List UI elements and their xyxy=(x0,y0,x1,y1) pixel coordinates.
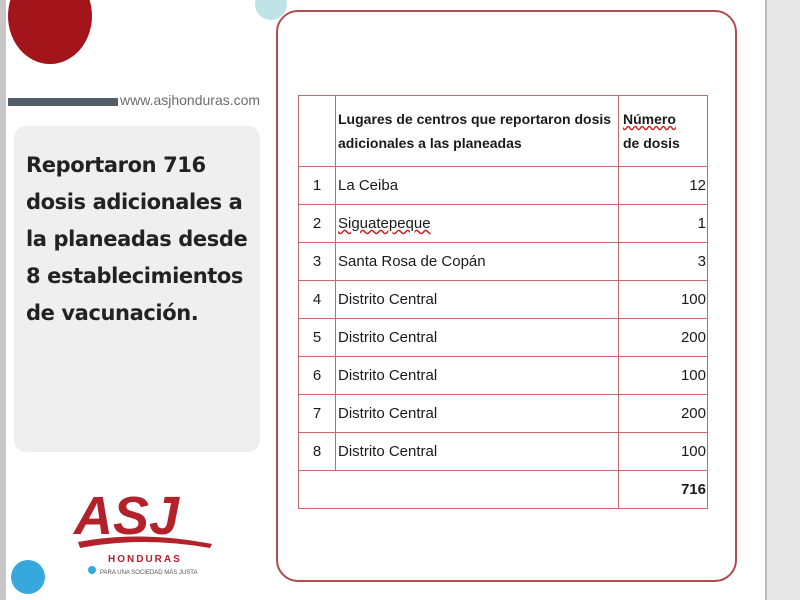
table-row xyxy=(299,205,708,243)
slide-left-edge xyxy=(0,0,6,600)
row-doses: 100 xyxy=(619,357,708,395)
total-label-cell xyxy=(299,471,619,509)
row-place: Santa Rosa de Copán xyxy=(336,243,619,281)
header-doses-line1: Número xyxy=(623,111,676,127)
row-place: Distrito Central xyxy=(336,281,619,319)
header-place: Lugares de centros que reportaron dosis adicionales a las planeadas xyxy=(336,96,619,167)
row-doses: 200 xyxy=(619,319,708,357)
table-total-row xyxy=(299,471,708,509)
row-doses: 100 xyxy=(619,281,708,319)
table-row xyxy=(299,319,708,357)
row-doses: 12 xyxy=(619,167,708,205)
asj-logo xyxy=(70,470,220,582)
row-place: La Ceiba xyxy=(336,167,619,205)
table-row xyxy=(299,433,708,471)
row-number: 6 xyxy=(299,357,336,395)
decorative-blue-circle xyxy=(11,560,45,594)
table-row xyxy=(299,167,708,205)
table-row xyxy=(299,357,708,395)
row-place xyxy=(336,205,619,243)
headline-text: Reportaron 716 dosis adicionales a la planeadas desde 8 establecimientos de vacunación. xyxy=(26,153,248,325)
logo-wordmark: ASJ xyxy=(74,486,180,546)
table-row xyxy=(299,281,708,319)
row-number: 7 xyxy=(299,395,336,433)
row-place: Distrito Central xyxy=(336,433,619,471)
right-gutter-edge xyxy=(765,0,767,600)
row-number: 8 xyxy=(299,433,336,471)
row-number: 3 xyxy=(299,243,336,281)
row-doses: 200 xyxy=(619,395,708,433)
doses-table xyxy=(298,95,708,509)
row-place-text: Siguatepeque xyxy=(338,215,431,232)
row-doses: 1 xyxy=(619,205,708,243)
row-place: Distrito Central xyxy=(336,319,619,357)
row-doses: 3 xyxy=(619,243,708,281)
header-doses-line2: de dosis xyxy=(623,135,680,151)
row-doses: 100 xyxy=(619,433,708,471)
header-number xyxy=(299,96,336,167)
table-row xyxy=(299,243,708,281)
row-number: 4 xyxy=(299,281,336,319)
logo-tagline: PARA UNA SOCIEDAD MÁS JUSTA xyxy=(100,570,198,576)
site-url: www.asjhonduras.com xyxy=(120,92,261,108)
header-doses xyxy=(619,96,708,167)
row-place: Distrito Central xyxy=(336,395,619,433)
decorative-red-circle xyxy=(8,0,92,64)
table-header-row xyxy=(299,96,708,167)
site-url-bar xyxy=(8,98,118,106)
logo-person-icon xyxy=(88,566,96,574)
table-row xyxy=(299,395,708,433)
total-doses: 716 xyxy=(619,471,708,509)
row-number: 1 xyxy=(299,167,336,205)
row-number: 5 xyxy=(299,319,336,357)
row-number: 2 xyxy=(299,205,336,243)
row-place: Distrito Central xyxy=(336,357,619,395)
right-gutter xyxy=(765,0,800,600)
logo-subtitle: HONDURAS xyxy=(108,554,182,565)
